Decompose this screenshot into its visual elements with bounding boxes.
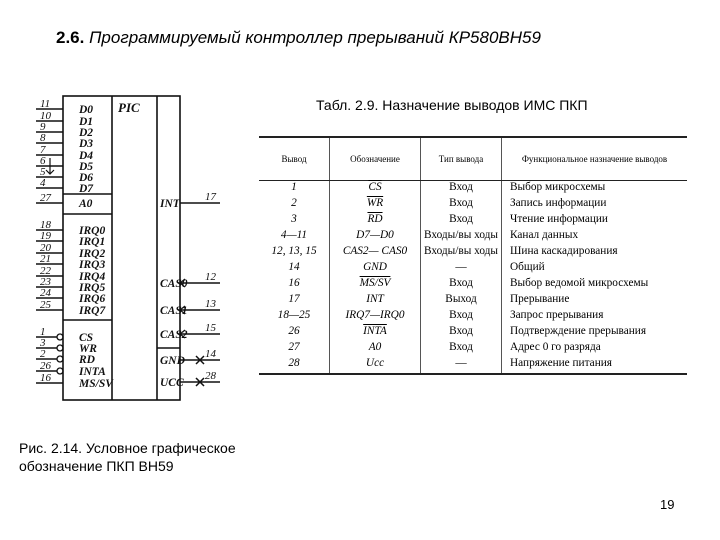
left-pin-name: INTA: [79, 366, 106, 378]
table-row: [259, 357, 687, 374]
left-pin-name: IRQ0: [79, 225, 106, 237]
table-row: [259, 309, 687, 325]
left-pin-name: D2: [79, 127, 94, 139]
table-row: [259, 277, 687, 293]
right-pin-name: UCC: [160, 377, 184, 389]
left-pin-number: 8: [40, 132, 46, 144]
right-pin-number: 15: [205, 322, 216, 334]
table-row: [259, 245, 687, 261]
sign-cell: CAS2— CAS0: [330, 245, 421, 261]
left-pin-name: IRQ2: [79, 248, 106, 260]
header-type: Тип вывода: [421, 137, 502, 181]
sign-cell: $\overline{RD}$: [330, 213, 421, 229]
heading-title: Программируемый контроллер прерываний КР580ВН59: [89, 28, 541, 47]
function-cell: Адрес 0 го разряда: [502, 341, 688, 357]
table-row: [259, 197, 687, 213]
right-pin-name: INT: [160, 198, 180, 210]
left-pin-name: MS/SV: [79, 378, 113, 390]
left-pin-number: 26: [40, 360, 51, 372]
left-pin-number: 1: [40, 326, 46, 338]
function-cell: Подтверждение прерывания: [502, 325, 688, 341]
right-pin-name: CAS1: [160, 305, 188, 317]
left-pin-number: 6: [40, 155, 46, 167]
header-function: Функциональное назначение выводов: [502, 137, 688, 181]
type-cell: Вход: [421, 197, 502, 213]
left-pin-name: D4: [79, 150, 94, 162]
pin-cell: 14: [288, 261, 300, 273]
type-cell: Входы/вы ходы: [421, 245, 502, 261]
sign-cell: INT: [330, 293, 421, 309]
sign-cell: GND: [330, 261, 421, 277]
page-number: 19: [660, 497, 675, 512]
function-cell: Чтение информации: [502, 213, 688, 229]
left-pin-name: D5: [79, 161, 94, 173]
type-cell: Вход: [421, 325, 502, 341]
table-row: [259, 341, 687, 357]
table-row: [259, 229, 687, 245]
right-pin-number: 14: [205, 348, 216, 360]
right-pin-name: CAS0: [160, 278, 188, 290]
function-cell: Общий: [502, 261, 688, 277]
sign-cell: MS/SV: [330, 277, 421, 293]
pin-cell: 16: [288, 277, 300, 289]
function-cell: Канал данных: [502, 229, 688, 245]
function-cell: Выбор микросхемы: [502, 181, 688, 198]
inversion-circle: [57, 345, 63, 351]
left-pin-number: 20: [40, 242, 51, 254]
left-pin-number: 22: [40, 265, 51, 277]
pin-cell: 12, 13, 15: [271, 245, 317, 257]
type-cell: —: [421, 357, 502, 374]
pin-cell: 17: [288, 293, 300, 305]
table-caption: Табл. 2.9. Назначение выводов ИМС ПКП: [316, 97, 588, 113]
type-cell: —: [421, 261, 502, 277]
function-cell: Прерывание: [502, 293, 688, 309]
left-pin-name: WR: [79, 343, 97, 355]
right-pin-number: 12: [205, 271, 216, 283]
type-cell: Вход: [421, 277, 502, 293]
left-pin-number: 4: [40, 177, 46, 189]
function-cell: Выбор ведомой микросхемы: [502, 277, 688, 293]
left-pin-name: IRQ1: [79, 236, 106, 248]
type-cell: Вход: [421, 341, 502, 357]
sign-cell: INTA: [330, 325, 421, 341]
left-pin-name: D3: [79, 138, 94, 150]
table-row: [259, 261, 687, 277]
table-row: [259, 213, 687, 229]
left-pin-number: 10: [40, 110, 51, 122]
inversion-circle: [57, 356, 63, 362]
left-pin-number: 7: [40, 144, 46, 156]
left-pin-number: 3: [40, 337, 46, 349]
table-row: [259, 293, 687, 309]
left-pin-number: 9: [40, 121, 46, 133]
figure-caption: Рис. 2.14. Условное графическое обозначение ПКП ВН59: [19, 440, 236, 474]
header-sign: Обозначение: [330, 137, 421, 181]
right-pin-number: 17: [205, 191, 216, 203]
left-pin-number: 25: [40, 299, 51, 311]
left-pin-name: IRQ5: [79, 282, 106, 294]
header-pin: Вывод: [259, 137, 330, 181]
right-pin-number: 28: [205, 370, 216, 382]
left-pin-number: 21: [40, 253, 51, 265]
left-pin-number: 19: [40, 230, 51, 242]
type-cell: Вход: [421, 309, 502, 325]
table-row: [259, 181, 687, 198]
left-pin-number: 16: [40, 372, 51, 384]
sign-cell: D7—D0: [330, 229, 421, 245]
left-pin-number: 27: [40, 192, 51, 204]
type-cell: Вход: [421, 213, 502, 229]
pin-cell: 4—11: [280, 229, 308, 241]
sign-cell: $\overline{WR}$: [330, 197, 421, 213]
pin-cell: 27: [288, 341, 300, 353]
sign-cell: $\overline{CS}$: [330, 181, 421, 198]
left-pin-name: IRQ3: [79, 259, 106, 271]
type-cell: Выход: [421, 293, 502, 309]
sign-cell: IRQ7—IRQ0: [330, 309, 421, 325]
type-cell: Вход: [421, 181, 502, 198]
pin-cell: 1: [291, 181, 297, 193]
right-pin-number: 13: [205, 298, 216, 310]
sign-cell: Ucc: [330, 357, 421, 374]
left-pin-name: RD: [79, 354, 95, 366]
left-pin-number: 18: [40, 219, 51, 231]
left-pin-number: 11: [40, 98, 51, 110]
pin-cell: 3: [291, 213, 297, 225]
function-cell: Шина каскадирования: [502, 245, 688, 261]
left-pin-name: A0: [79, 198, 93, 210]
sign-cell: A0: [330, 341, 421, 357]
left-pin-name: CS: [79, 332, 94, 344]
table-row: [259, 325, 687, 341]
left-pin-name: D0: [79, 104, 94, 116]
left-pin-name: D7: [79, 183, 94, 195]
left-pin-name: IRQ4: [79, 271, 106, 283]
left-pin-number: 23: [40, 276, 51, 288]
pin-cell: 2: [291, 197, 297, 209]
right-pin-name: CAS2: [160, 329, 188, 341]
left-pin-name: IRQ6: [79, 293, 106, 305]
type-cell: Входы/вы ходы: [421, 229, 502, 245]
pin-cell: 18—25: [277, 309, 311, 321]
left-pin-number: 2: [40, 348, 46, 360]
function-cell: Запись информации: [502, 197, 688, 213]
inversion-circle: [57, 334, 63, 340]
left-pin-name: IRQ7: [79, 305, 106, 317]
pic-label: PIC: [118, 100, 140, 115]
pin-cell: 28: [259, 357, 330, 374]
left-pin-name: D1: [79, 116, 94, 128]
left-pin-number: 5: [40, 166, 46, 178]
left-pin-name: D6: [79, 172, 94, 184]
pin-table: [259, 136, 687, 375]
right-pin-name: GND: [160, 355, 185, 367]
inversion-circle: [57, 368, 63, 374]
function-cell: Напряжение питания: [502, 357, 688, 374]
function-cell: Запрос прерывания: [502, 309, 688, 325]
left-pin-number: 24: [40, 287, 51, 299]
pin-cell: 26: [288, 325, 300, 337]
heading-number: 2.6.: [56, 28, 85, 47]
